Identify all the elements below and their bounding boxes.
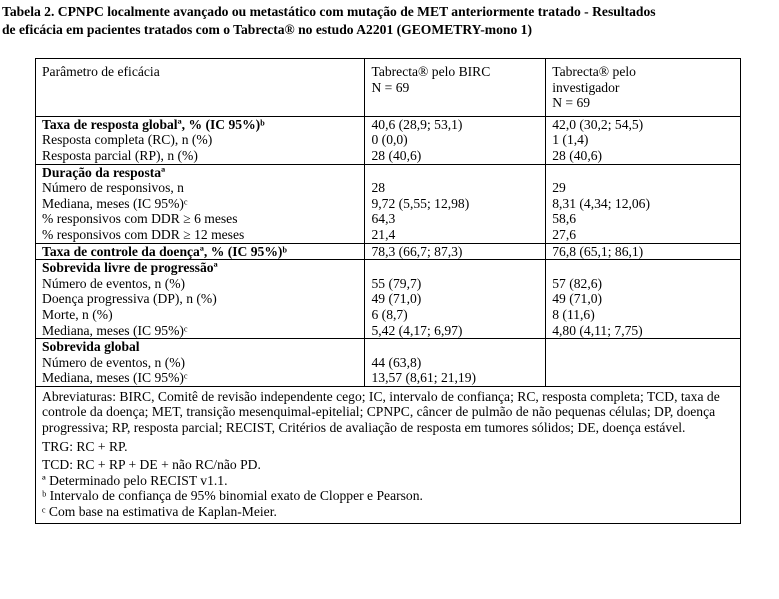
footnote-a: ª Determinado pelo RECIST v1.1.: [42, 472, 228, 488]
table-row: Mediana, meses (IC 95%)ᶜ 13,57 (8,61; 21,19): [36, 370, 741, 386]
table-row: % responsivos com DDR ≥ 12 meses 21,4 27,6: [36, 227, 741, 243]
footnote-trg: TRG: RC + RP.: [42, 438, 128, 454]
footnote-b: ᵇ Intervalo de confiança de 95% binomial exato de Clopper e Pearson.: [42, 488, 423, 504]
table-row: Número de eventos, n (%) 55 (79,7) 57 (82,6): [36, 276, 741, 292]
table-header-row: [36, 59, 741, 117]
caption-line-2: de eficácia em pacientes tratados com o Tabrecta® no estudo A2201 (GEOMETRY-mono 1): [2, 22, 532, 37]
header-birc: Tabrecta® pelo BIRC N = 69: [365, 59, 546, 117]
efficacy-table: [35, 58, 741, 524]
footnote-tcd: TCD: RC + RP + DE + não RC/não PD.: [42, 457, 261, 473]
table-row: Número de responsivos, n 28 29: [36, 180, 741, 196]
table-row: Resposta completa (RC), n (%) 0 (0,0) 1 (1,4): [36, 132, 741, 148]
table-row: Taxa de controle da doençaª, % (IC 95%)ᵇ 78,3 (66,7; 87,3) 76,8 (65,1; 86,1): [36, 243, 741, 260]
table-row: Resposta parcial (RP), n (%) 28 (40,6) 28 (40,6): [36, 148, 741, 164]
table-row: % responsivos com DDR ≥ 6 meses 64,3 58,6: [36, 211, 741, 227]
table-section-row: Duração da respostaª: [36, 164, 741, 180]
table-row: Morte, n (%) 6 (8,7) 8 (11,6): [36, 307, 741, 323]
header-param: Parâmetro de eficácia: [36, 59, 365, 117]
table-row: Doença progressiva (DP), n (%) 49 (71,0) 49 (71,0): [36, 291, 741, 307]
footnote-abbreviations: Abreviaturas: BIRC, Comitê de revisão independente cego; IC, intervalo de confiança; RC, resposta completa; TCD, taxa de controle da doença; MET, transição mesenquimal-epitelial; CPNPC, câncer de pulmão de não pequenas células; DP, doença progressiva; RP, resposta parcial; RECIST, Critérios de avaliação de resposta em tumores sólidos; DE, doença estável.: [42, 388, 720, 436]
table-section-row: Sobrevida global: [36, 339, 741, 355]
table-row: Mediana, meses (IC 95%)ᶜ 9,72 (5,55; 12,98) 8,31 (4,34; 12,06): [36, 196, 741, 212]
table-row: Número de eventos, n (%) 44 (63,8): [36, 355, 741, 371]
table-caption: [2, 3, 778, 39]
table-row: Taxa de resposta globalª, % (IC 95%)ᵇ 40,6 (28,9; 53,1) 42,0 (30,2; 54,5): [36, 116, 741, 132]
caption-line-1: Tabela 2. CPNPC localmente avançado ou metastático com mutação de MET anteriormente tratado - Resultados: [2, 4, 656, 19]
table-footnotes: [36, 386, 741, 523]
header-investigator: Tabrecta® pelo investigador N = 69: [546, 59, 741, 117]
footnote-c: ᶜ Com base na estimativa de Kaplan-Meier.: [42, 504, 277, 520]
table-section-row: Sobrevida livre de progressãoª: [36, 260, 741, 276]
table-row: Mediana, meses (IC 95%)ᶜ 5,42 (4,17; 6,97) 4,80 (4,11; 7,75): [36, 323, 741, 339]
